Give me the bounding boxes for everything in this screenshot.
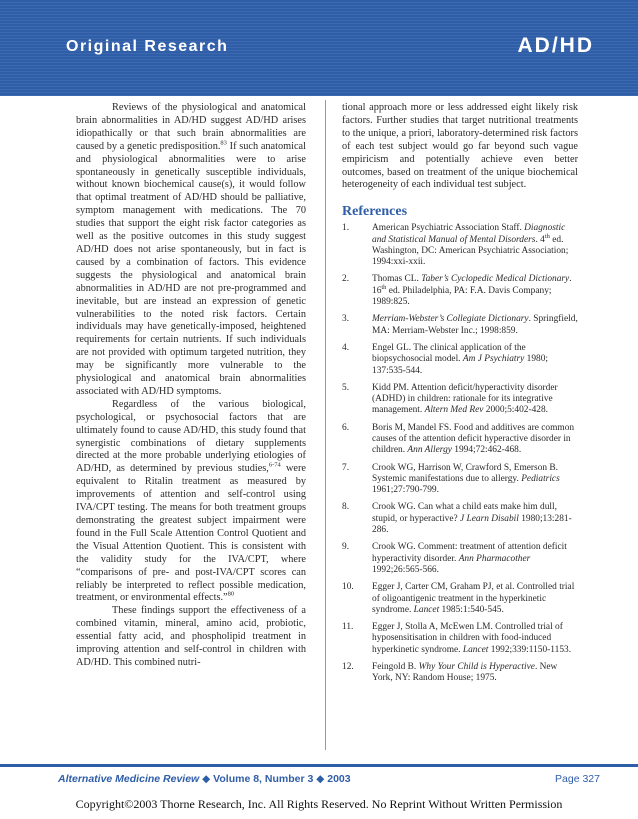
- reference-item: [342, 314, 578, 337]
- reference-number: 7.: [342, 462, 350, 473]
- reference-item: [342, 274, 578, 308]
- citation: 80: [227, 591, 235, 599]
- reference-text: Egger J, Stolla A, McEwen LM. Controlled trial of hyposensitisation in children with food-induced hyperkinetic syndrome. Lancet 1992;339:1150-1153.: [372, 622, 572, 655]
- references-heading: References: [342, 204, 408, 220]
- volume-info: Volume 8, Number 3: [213, 773, 314, 785]
- topic-label: AD/HD: [517, 34, 594, 57]
- paragraph-3: These findings support the effectiveness of a combined vitamin, mineral, amino acid, probiotic, essential fatty acid, and phospholipid treatment in improving attention and self-control in children with AD/HD. This combined nutri-: [76, 605, 306, 668]
- references-list: [342, 223, 578, 684]
- reference-text: Crook WG. Comment: treatment of attention deficit hyperactivity disorder. Ann Pharmacother 1992;26:565-566.: [372, 542, 567, 575]
- reference-number: 8.: [342, 502, 350, 513]
- page-number: Page 327: [555, 773, 600, 785]
- reference-item: [342, 343, 578, 377]
- reference-text: Egger J, Carter CM, Graham PJ, et al. Controlled trial of oligoantigenic treatment in the hyperkinetic syndrome. Lancet 1985:1:540-545.: [372, 582, 575, 615]
- reference-number: 11.: [342, 622, 354, 633]
- reference-item: [342, 463, 578, 497]
- paragraph-continued: tional approach more or less addressed eight likely risk factors. Further studies that target nutritional treatments to the unique, a priori, laboratory-determined risk factors of each test subject would go far beyond such vague empiricism and potentially achieve even better outcomes, based on treatment of the unique biochemical heterogeneity of each individual test subject.: [342, 102, 578, 191]
- citation: 83: [220, 139, 227, 147]
- reference-item: [342, 423, 578, 457]
- footer: [58, 773, 600, 789]
- citation: 6-74: [268, 461, 281, 469]
- reference-item: [342, 502, 578, 536]
- section-label: Original Research: [66, 38, 229, 55]
- reference-number: 9.: [342, 542, 350, 553]
- diamond-icon: ◆: [316, 773, 325, 785]
- reference-item: [342, 582, 578, 616]
- year: 2003: [327, 773, 351, 785]
- reference-text: Crook WG. Can what a child eats make him dull, stupid, or hyperactive? J Learn Disabil 1980;13:281-286.: [372, 502, 572, 536]
- reference-text: Boris M, Mandel FS. Food and additives are common causes of the attention deficit hyperactive disorder in children. Ann Allergy 1994;72:462-468.: [372, 422, 575, 456]
- right-column: [342, 102, 578, 691]
- reference-text: American Psychiatric Association Staff. Diagnostic and Statistical Manual of Mental Disorders. 4th ed. Washington, DC: American Psychiatric Association; 1994:xxi-xxii.: [372, 223, 569, 268]
- reference-text: Crook WG, Harrison W, Crawford S, Emerson B. Systemic manifestations due to allergy. Pediatrics 1961;27:790-799.: [372, 462, 560, 496]
- journal-name: Alternative Medicine Review: [58, 773, 200, 785]
- copyright-notice: Copyright©2003 Thorne Research, Inc. All Rights Reserved. No Reprint Without Written Permission: [75, 797, 563, 811]
- reference-number: 3.: [342, 314, 350, 325]
- reference-item: [342, 542, 578, 576]
- reference-number: 4.: [342, 342, 350, 353]
- reference-number: 12.: [342, 662, 354, 673]
- reference-text: Feingold B. Why Your Child is Hyperactive. New York, NY: Random House; 1975.: [372, 662, 558, 684]
- paragraph-1: Reviews of the physiological and anatomical brain abnormalities in AD/HD suggest AD/HD arises idiopathically or that such brain abnormalities are caused by a genetic predisposition.$^{83}$ If such anatomical and physiological abnormalities were to arise spontaneously in genetically susceptible individuals, without known biochemical cause(s), it would follow that optimal treatment of AD/HD should be palliative, symptom management with medications. The 70 studies that support the eight risk factor categories as well as the positive outcomes in this study suggest AD/HD does not arise spontaneously, but in fact is caused by a combination of factors. This evidence suggests the physiological and anatomical brain abnormalities in AD/HD are not pre-programmed and inevitable, but are instead an expression of genetic vulnerabilities to the noted risk factors. Certain individuals may have genetically-imposed, heightened requirements for certain nutrients. If such individuals are not provided with optimum targeted nutrition, they may be significantly more vulnerable to the physiological and anatomical brain abnormalities associated with AD/HD symptoms.: [76, 102, 306, 397]
- reference-item: [342, 662, 578, 685]
- reference-text: Engel GL. The clinical application of the biopsychosocial model. Am J Psychiatry 1980; 137:535-544.: [372, 342, 549, 376]
- reference-text: Kidd PM. Attention deficit/hyperactivity disorder (ADHD) in children: rationale for its integrative management. Altern Med Rev 2000;5:402-428.: [372, 382, 558, 416]
- reference-number: 1.: [342, 223, 350, 234]
- reference-number: 10.: [342, 582, 354, 593]
- reference-number: 2.: [342, 274, 350, 285]
- footer-rule: [0, 764, 638, 767]
- reference-number: 5.: [342, 382, 350, 393]
- column-divider: [325, 100, 326, 750]
- reference-text: Merriam-Webster’s Collegiate Dictionary. Springfield, MA: Merriam-Webster Inc.; 1998:859.: [372, 314, 578, 336]
- paragraph-2: Regardless of the various biological, psychological, or psychosocial factors that are ultimately found to cause AD/HD, this study found that synergistic combinations of dietary supplements directed at the more probable underlying etiologies of AD/HD, as determined by previous studies,$^{6-74}$ were equivalent to Ritalin treatment as measured by improvements of attention and self-control using IVA/CPT testing. The means for both treatment groups demonstrating the greatest subject impairment were found in the Full Scale Attention Control Quotient and the Visual Attention Quotient. This is consistent with the validity study for the IVA/CPT, where “comparisons of pre- and post-IVA/CPT scores can reliably be interpreted to reflect possible medication, treatment, or environmental effects.”$^{80}$: [76, 398, 306, 604]
- reference-item: [342, 383, 578, 417]
- reference-item: [342, 223, 578, 268]
- diamond-icon: ◆: [202, 773, 211, 785]
- reference-number: 6.: [342, 422, 350, 433]
- left-column: [76, 102, 306, 670]
- header-banner: [0, 0, 638, 96]
- reference-item: [342, 622, 578, 656]
- reference-text: Thomas CL. Taber’s Cyclopedic Medical Dictionary. 16th ed. Philadelphia, PA: F.A. Davis Company; 1989:825.: [372, 274, 572, 308]
